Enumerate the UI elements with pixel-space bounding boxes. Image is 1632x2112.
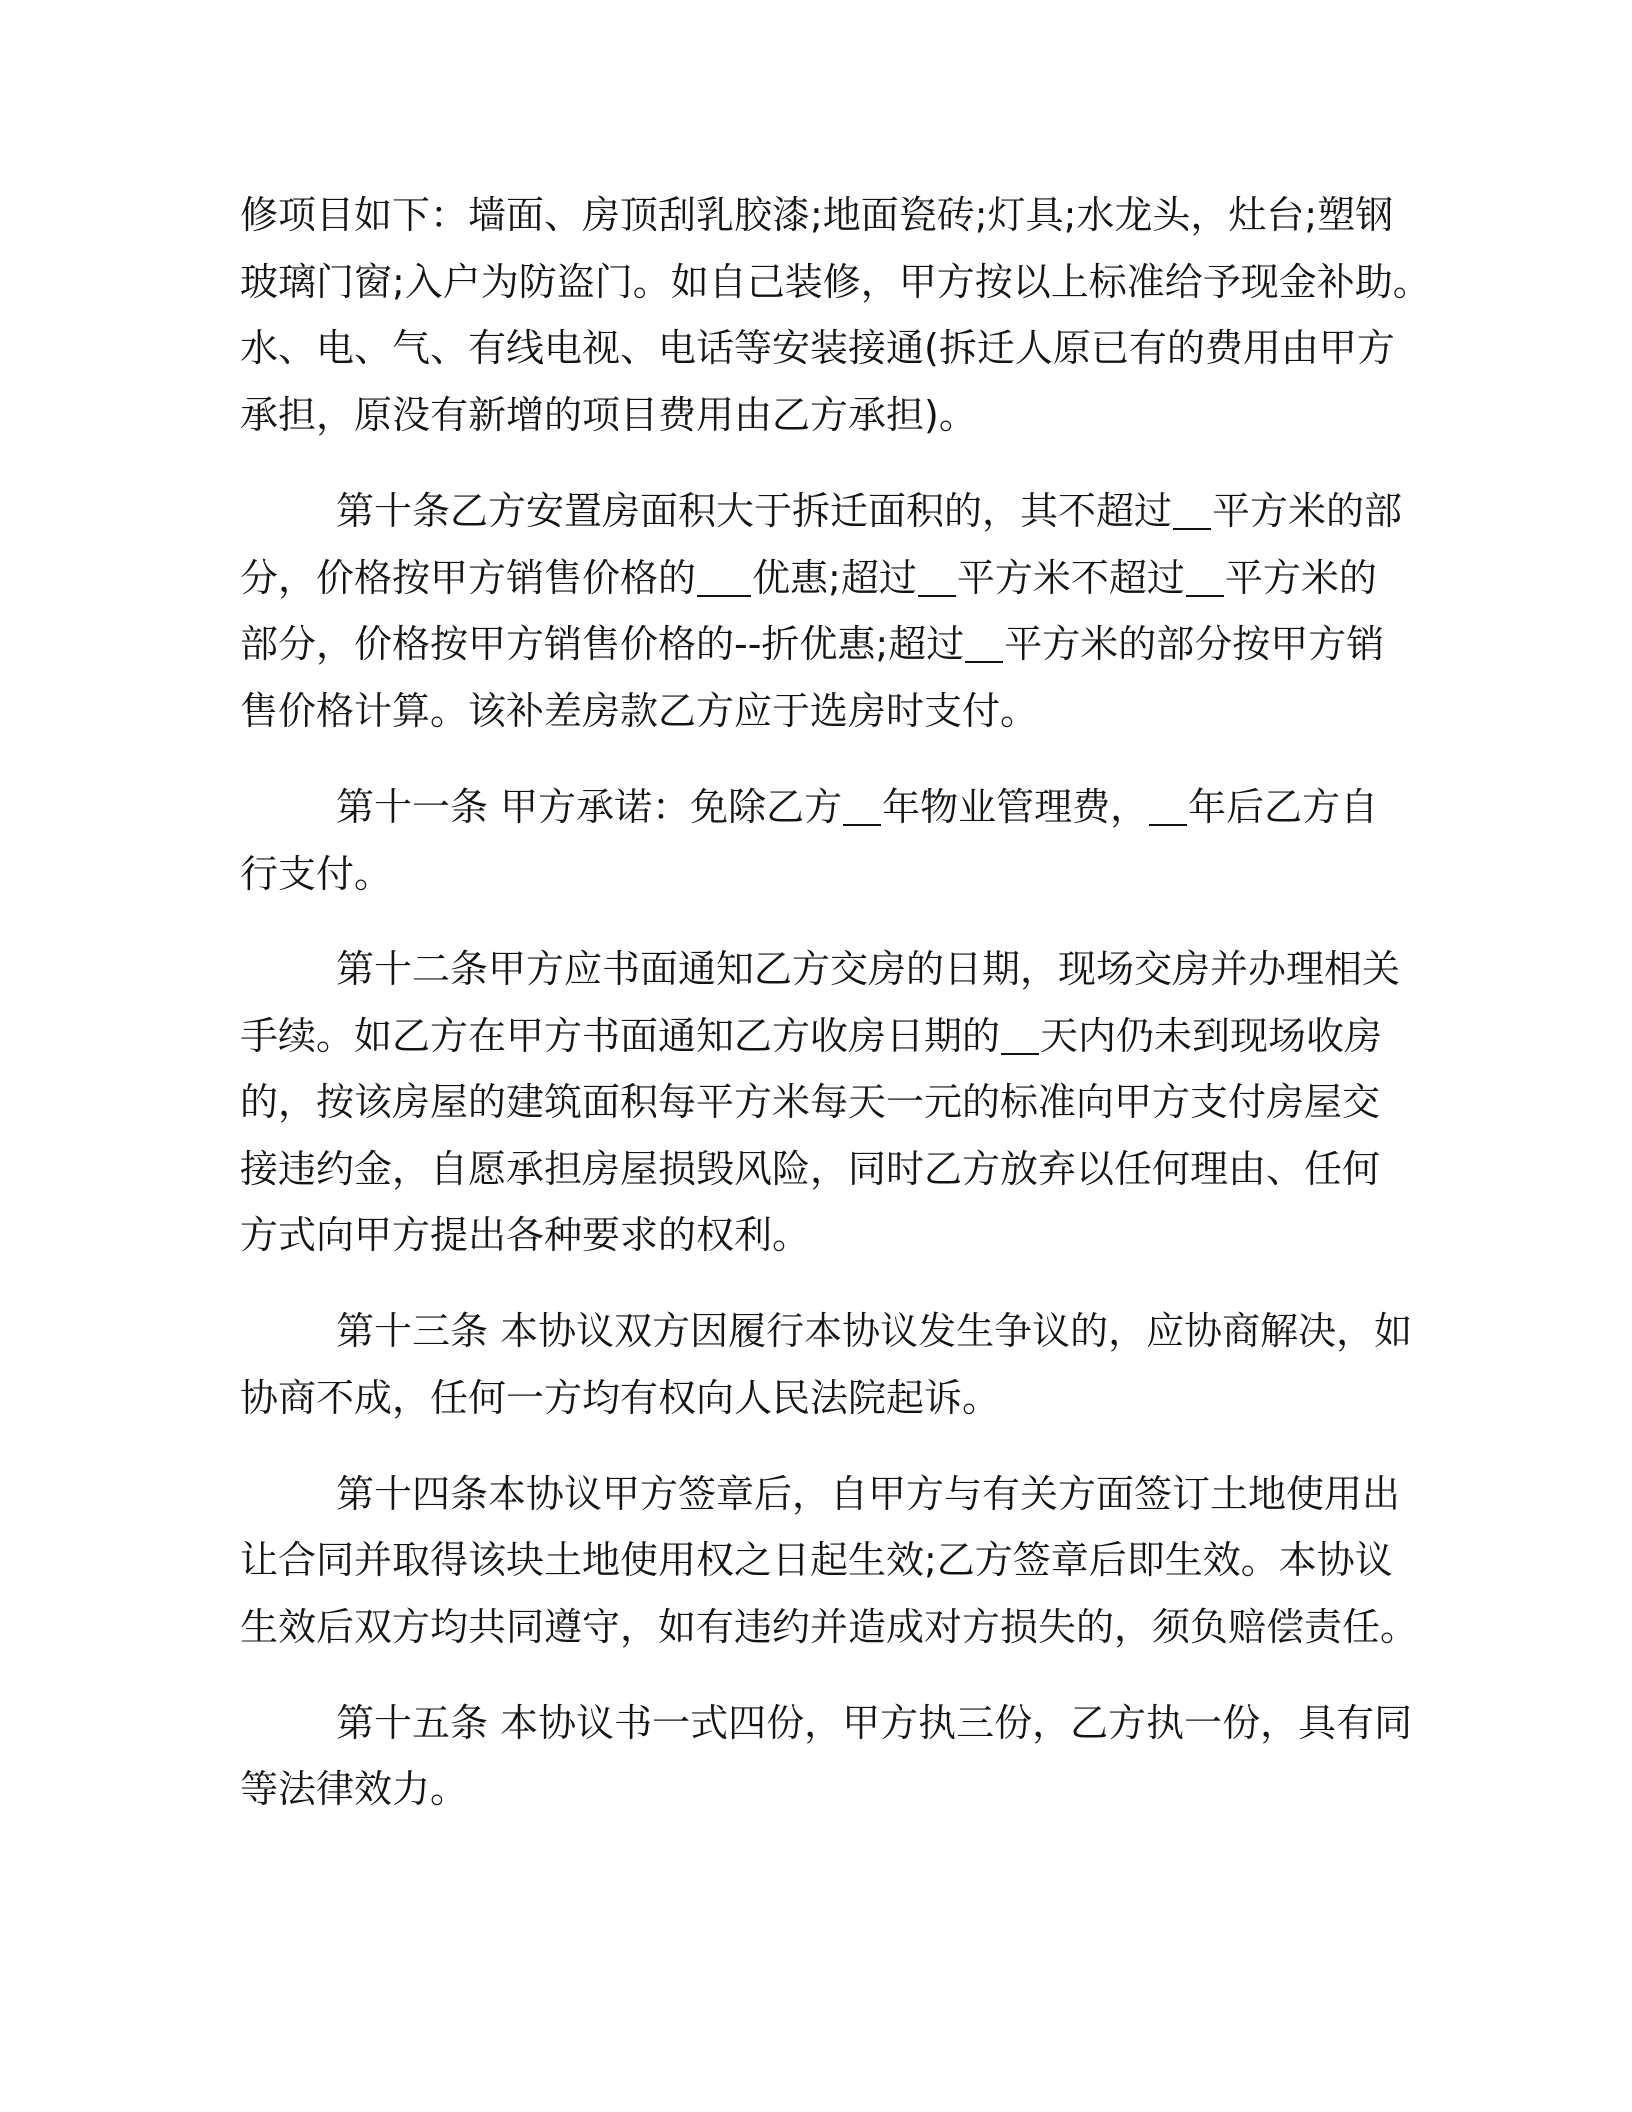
article-11-text: 年物业管理费， [882, 785, 1149, 829]
article-12-text: 天内仍未到现场收房 [1040, 1014, 1383, 1058]
intro-line-1: 修项目如下：墙面、房顶刮乳胶漆;地面瓷砖;灯具;水龙头，灶台;塑钢 [240, 193, 1394, 237]
article-15-line-1: 第十五条 本协议书一式四份，甲方执三份，乙方执一份，具有同 [336, 1701, 1413, 1745]
article-10-text: 第十条乙方安置房面积大于拆迁面积的，其不超过 [336, 489, 1173, 533]
article-10-text: 平方米不超过 [956, 556, 1185, 600]
blank-field [1186, 555, 1224, 597]
intro-line-4: 承担，原没有新增的项目费用由乙方承担)。 [240, 393, 977, 437]
article-12-line-2 [240, 1011, 1382, 1061]
article-11-text: 年后乙方自 [1188, 785, 1379, 829]
blank-field [1149, 784, 1187, 826]
article-12-line-1: 第十二条甲方应书面通知乙方交房的日期，现场交房并办理相关 [336, 947, 1401, 991]
article-10-line-3 [240, 619, 1384, 669]
article-10-line-4: 售价格计算。该补差房款乙方应于选房时支付。 [240, 689, 1039, 733]
article-10-text: 优惠;超过 [752, 556, 917, 600]
article-14-line-1: 第十四条本协议甲方签章后，自甲方与有关方面签订土地使用出 [336, 1472, 1401, 1516]
article-12-line-3: 的，按该房屋的建筑面积每平方米每天一元的标准向甲方支付房屋交 [240, 1080, 1381, 1124]
intro-line-3: 水、电、气、有线电视、电话等安装接通(拆迁人原已有的费用由甲方 [240, 326, 1395, 370]
article-11-line-1 [336, 782, 1378, 832]
article-10-line-2 [240, 553, 1377, 603]
blank-field [697, 555, 751, 597]
blank-field [918, 555, 956, 597]
blank-field [965, 621, 1003, 663]
article-10-text: 分，价格按甲方销售价格的 [240, 556, 697, 600]
article-13-line-1: 第十三条 本协议双方因履行本协议发生争议的，应协商解决，如 [336, 1309, 1413, 1353]
article-10-text: 平方米的 [1224, 556, 1377, 600]
article-10-text: 平方米的部 [1212, 489, 1403, 533]
intro-line-2: 玻璃门窗;入户为防盗门。如自己装修，甲方按以上标准给予现金补助。 [240, 260, 1431, 304]
blank-field [1001, 1013, 1039, 1055]
article-11-text: 第十一条 甲方承诺：免除乙方 [336, 785, 843, 829]
article-11-line-2: 行支付。 [240, 852, 393, 896]
blank-field [1173, 488, 1211, 530]
article-14-line-3: 生效后双方均共同遵守，如有违约并造成对方损失的，须负赔偿责任。 [240, 1605, 1419, 1649]
article-10-text: 部分，价格按甲方销售价格的--折优惠;超过 [240, 622, 965, 666]
article-10-text: 平方米的部分按甲方销 [1004, 622, 1385, 666]
blank-field [843, 784, 881, 826]
article-13-line-2: 协商不成，任何一方均有权向人民法院起诉。 [240, 1376, 1001, 1420]
article-14-line-2: 让合同并取得该块土地使用权之日起生效;乙方签章后即生效。本协议 [240, 1538, 1393, 1582]
article-12-line-5: 方式向甲方提出各种要求的权利。 [240, 1213, 811, 1257]
article-12-text: 手续。如乙方在甲方书面通知乙方收房日期的 [240, 1014, 1001, 1058]
article-10-line-1 [336, 486, 1402, 536]
article-12-line-4: 接违约金，自愿承担房屋损毁风险，同时乙方放弃以任何理由、任何 [240, 1147, 1381, 1191]
article-15-line-2: 等法律效力。 [240, 1767, 469, 1811]
